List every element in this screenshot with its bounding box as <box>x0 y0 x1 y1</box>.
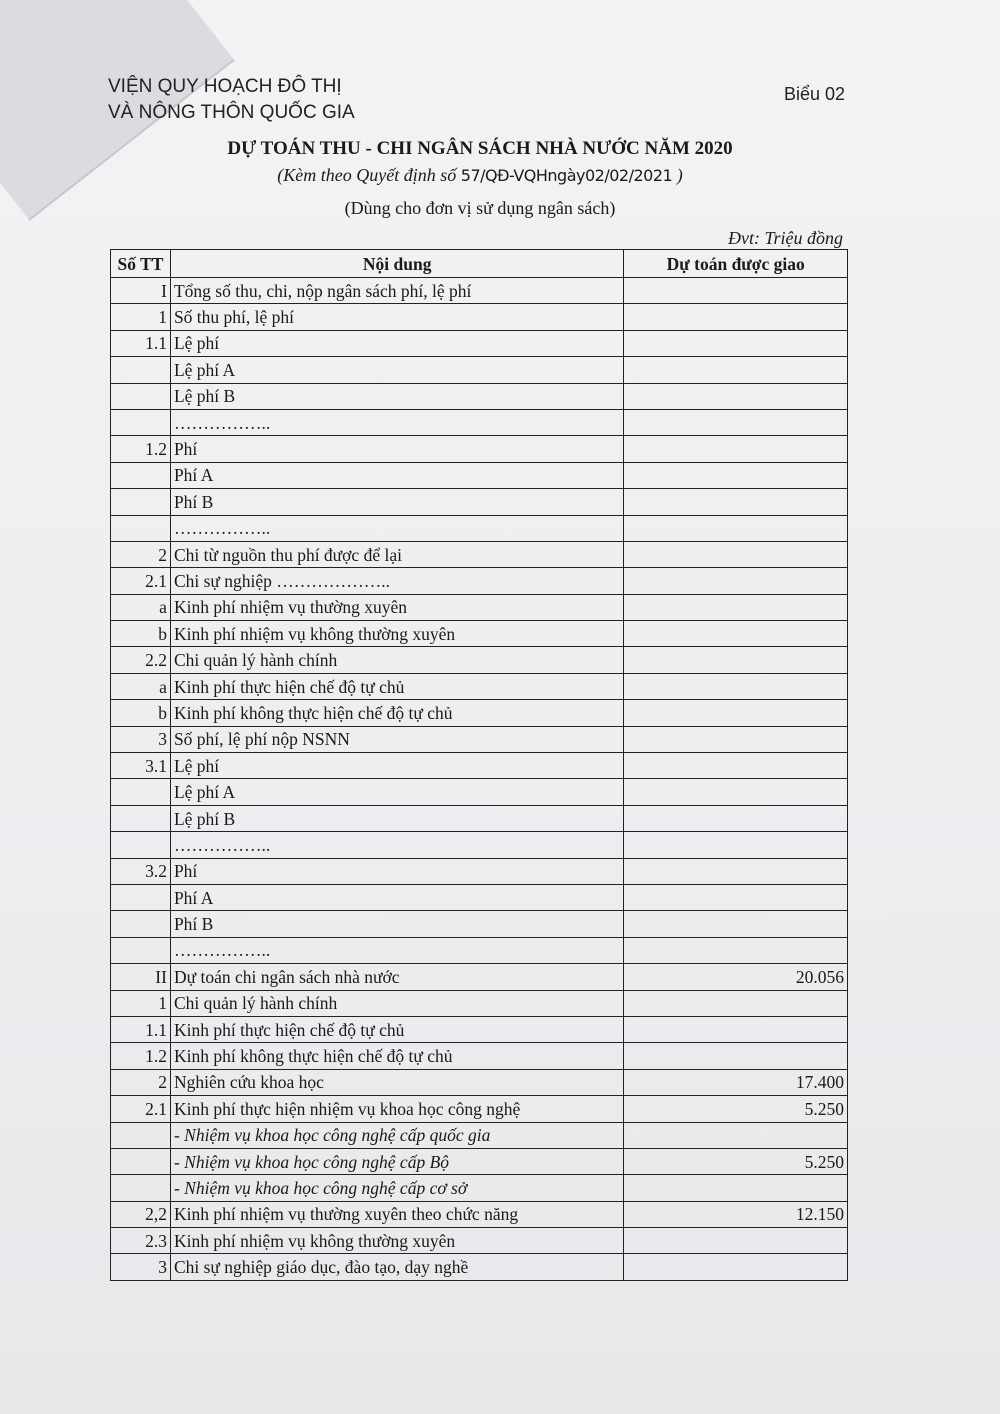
document-subtitle <box>0 165 960 186</box>
table-row <box>111 409 848 435</box>
row-stt: 3 <box>111 726 171 752</box>
table-row <box>111 383 848 409</box>
row-stt <box>111 884 171 910</box>
row-content: Kinh phí thực hiện chế độ tự chủ <box>170 1016 623 1042</box>
row-content: Kinh phí thực hiện nhiệm vụ khoa học công nghệ <box>170 1096 623 1122</box>
row-value <box>624 462 848 488</box>
row-stt: 1.1 <box>111 1016 171 1042</box>
row-value <box>624 832 848 858</box>
table-row <box>111 647 848 673</box>
row-content: Chi quản lý hành chính <box>170 647 623 673</box>
table-row <box>111 832 848 858</box>
row-content: Chi sự nghiệp ……………….. <box>170 568 623 594</box>
row-stt: 3.1 <box>111 753 171 779</box>
row-stt <box>111 1175 171 1201</box>
row-content: Kinh phí nhiệm vụ không thường xuyên <box>170 1228 623 1254</box>
table-row <box>111 911 848 937</box>
row-stt: b <box>111 700 171 726</box>
row-stt <box>111 1122 171 1148</box>
row-value <box>624 805 848 831</box>
table-row <box>111 779 848 805</box>
row-content: Kinh phí nhiệm vụ thường xuyên theo chức năng <box>170 1201 623 1227</box>
row-stt: 1 <box>111 304 171 330</box>
table-row <box>111 937 848 963</box>
table-row <box>111 541 848 567</box>
row-stt: 1 <box>111 990 171 1016</box>
row-content: Số phí, lệ phí nộp NSNN <box>170 726 623 752</box>
row-stt: 1.2 <box>111 436 171 462</box>
table-row <box>111 1228 848 1254</box>
table-row <box>111 1148 848 1174</box>
row-content: Số thu phí, lệ phí <box>170 304 623 330</box>
row-stt: 2.3 <box>111 1228 171 1254</box>
table-row <box>111 726 848 752</box>
table-row <box>111 673 848 699</box>
row-value <box>624 383 848 409</box>
row-value: 12.150 <box>624 1201 848 1227</box>
row-value <box>624 515 848 541</box>
table-row <box>111 330 848 356</box>
row-value <box>624 594 848 620</box>
row-value <box>624 436 848 462</box>
row-content: Lệ phí B <box>170 383 623 409</box>
row-stt <box>111 409 171 435</box>
handwritten-decision-number: 57/QĐ-VQHngày02/02/2021 <box>460 166 673 185</box>
row-stt: 2.2 <box>111 647 171 673</box>
org-line-1: VIỆN QUY HOẠCH ĐÔ THỊ <box>108 76 342 97</box>
row-stt <box>111 515 171 541</box>
table-row <box>111 357 848 383</box>
table-row <box>111 515 848 541</box>
row-content: - Nhiệm vụ khoa học công nghệ cấp cơ sở <box>170 1175 623 1201</box>
row-value <box>624 1122 848 1148</box>
table-row <box>111 278 848 304</box>
table-row <box>111 990 848 1016</box>
row-value <box>624 673 848 699</box>
row-stt: 3 <box>111 1254 171 1280</box>
row-content: Lệ phí B <box>170 805 623 831</box>
table-row <box>111 805 848 831</box>
row-stt: II <box>111 964 171 990</box>
row-content: Nghiên cứu khoa học <box>170 1069 623 1095</box>
row-content: Chi quản lý hành chính <box>170 990 623 1016</box>
row-content: - Nhiệm vụ khoa học công nghệ cấp Bộ <box>170 1148 623 1174</box>
row-content: …………….. <box>170 832 623 858</box>
row-stt <box>111 383 171 409</box>
row-value <box>624 1016 848 1042</box>
row-value <box>624 937 848 963</box>
column-header-content: Nội dung <box>170 250 623 278</box>
row-stt: 2,2 <box>111 1201 171 1227</box>
row-content: Lệ phí A <box>170 779 623 805</box>
row-value <box>624 621 848 647</box>
row-content: Tổng số thu, chi, nộp ngân sách phí, lệ phí <box>170 278 623 304</box>
row-stt: 2 <box>111 1069 171 1095</box>
row-stt: 2 <box>111 541 171 567</box>
row-value <box>624 990 848 1016</box>
table-row <box>111 1201 848 1227</box>
row-stt <box>111 1148 171 1174</box>
row-value <box>624 330 848 356</box>
row-value <box>624 541 848 567</box>
row-value <box>624 568 848 594</box>
row-stt <box>111 489 171 515</box>
row-value <box>624 357 848 383</box>
row-value: 17.400 <box>624 1069 848 1095</box>
row-content: Chi từ nguồn thu phí được để lại <box>170 541 623 567</box>
row-stt <box>111 911 171 937</box>
row-content: Lệ phí <box>170 753 623 779</box>
row-stt: 2.1 <box>111 1096 171 1122</box>
row-value: 20.056 <box>624 964 848 990</box>
row-content: Phí A <box>170 462 623 488</box>
row-stt: 1.2 <box>111 1043 171 1069</box>
row-content: …………….. <box>170 515 623 541</box>
row-stt <box>111 779 171 805</box>
row-stt: b <box>111 621 171 647</box>
row-stt <box>111 832 171 858</box>
row-value <box>624 1175 848 1201</box>
row-value: 5.250 <box>624 1148 848 1174</box>
row-content: Kinh phí không thực hiện chế độ tự chủ <box>170 1043 623 1069</box>
usage-note: (Dùng cho đơn vị sử dụng ngân sách) <box>344 198 616 218</box>
row-stt: 1.1 <box>111 330 171 356</box>
row-value <box>624 911 848 937</box>
row-stt: a <box>111 594 171 620</box>
row-content: Phí <box>170 436 623 462</box>
row-value <box>624 647 848 673</box>
row-content: Lệ phí <box>170 330 623 356</box>
budget-table-body <box>111 278 848 1281</box>
form-label: Biểu 02 <box>784 84 846 104</box>
table-row <box>111 1254 848 1280</box>
organization-name <box>108 74 355 126</box>
row-content: Phí <box>170 858 623 884</box>
table-row <box>111 1043 848 1069</box>
table-row <box>111 1069 848 1095</box>
row-content: Kinh phí không thực hiện chế độ tự chủ <box>170 700 623 726</box>
row-stt <box>111 357 171 383</box>
table-header-row <box>111 250 848 278</box>
unit-label: Đvt: Triệu đồng <box>728 228 843 248</box>
table-row <box>111 1122 848 1148</box>
row-value <box>624 409 848 435</box>
table-row <box>111 964 848 990</box>
row-content: Chi sự nghiệp giáo dục, đào tạo, dạy nghề <box>170 1254 623 1280</box>
row-stt: 2.1 <box>111 568 171 594</box>
table-row <box>111 1016 848 1042</box>
row-content: Phí B <box>170 489 623 515</box>
table-row <box>111 304 848 330</box>
row-stt: a <box>111 673 171 699</box>
table-row <box>111 436 848 462</box>
row-stt <box>111 805 171 831</box>
row-value <box>624 489 848 515</box>
row-content: - Nhiệm vụ khoa học công nghệ cấp quốc gia <box>170 1122 623 1148</box>
row-stt <box>111 937 171 963</box>
row-value <box>624 1228 848 1254</box>
budget-table <box>110 249 848 1281</box>
row-content: Phí B <box>170 911 623 937</box>
row-value <box>624 304 848 330</box>
row-value <box>624 278 848 304</box>
row-value <box>624 779 848 805</box>
row-stt: 3.2 <box>111 858 171 884</box>
table-row <box>111 884 848 910</box>
subtitle-suffix: ) <box>672 165 683 185</box>
column-header-stt: Số TT <box>111 250 171 278</box>
org-line-2: VÀ NÔNG THÔN QUỐC GIA <box>108 102 355 123</box>
row-content: …………….. <box>170 409 623 435</box>
row-content: Kinh phí thực hiện chế độ tự chủ <box>170 673 623 699</box>
document-title: DỰ TOÁN THU - CHI NGÂN SÁCH NHÀ NƯỚC NĂM 2020 <box>227 138 733 159</box>
row-value <box>624 858 848 884</box>
table-row <box>111 1096 848 1122</box>
table-row <box>111 594 848 620</box>
row-value <box>624 726 848 752</box>
row-content: Dự toán chi ngân sách nhà nước <box>170 964 623 990</box>
row-value: 5.250 <box>624 1096 848 1122</box>
row-content: Lệ phí A <box>170 357 623 383</box>
row-content: Kinh phí nhiệm vụ thường xuyên <box>170 594 623 620</box>
table-row <box>111 568 848 594</box>
row-stt: I <box>111 278 171 304</box>
row-value <box>624 1254 848 1280</box>
row-stt <box>111 462 171 488</box>
row-value <box>624 700 848 726</box>
table-row <box>111 700 848 726</box>
row-value <box>624 753 848 779</box>
subtitle-prefix: (Kèm theo Quyết định số <box>277 165 461 185</box>
row-content: …………….. <box>170 937 623 963</box>
table-row <box>111 1175 848 1201</box>
table-row <box>111 858 848 884</box>
row-content: Kinh phí nhiệm vụ không thường xuyên <box>170 621 623 647</box>
column-header-value: Dự toán được giao <box>624 250 848 278</box>
row-value <box>624 884 848 910</box>
row-content: Phí A <box>170 884 623 910</box>
table-row <box>111 462 848 488</box>
table-row <box>111 621 848 647</box>
table-row <box>111 489 848 515</box>
table-row <box>111 753 848 779</box>
row-value <box>624 1043 848 1069</box>
